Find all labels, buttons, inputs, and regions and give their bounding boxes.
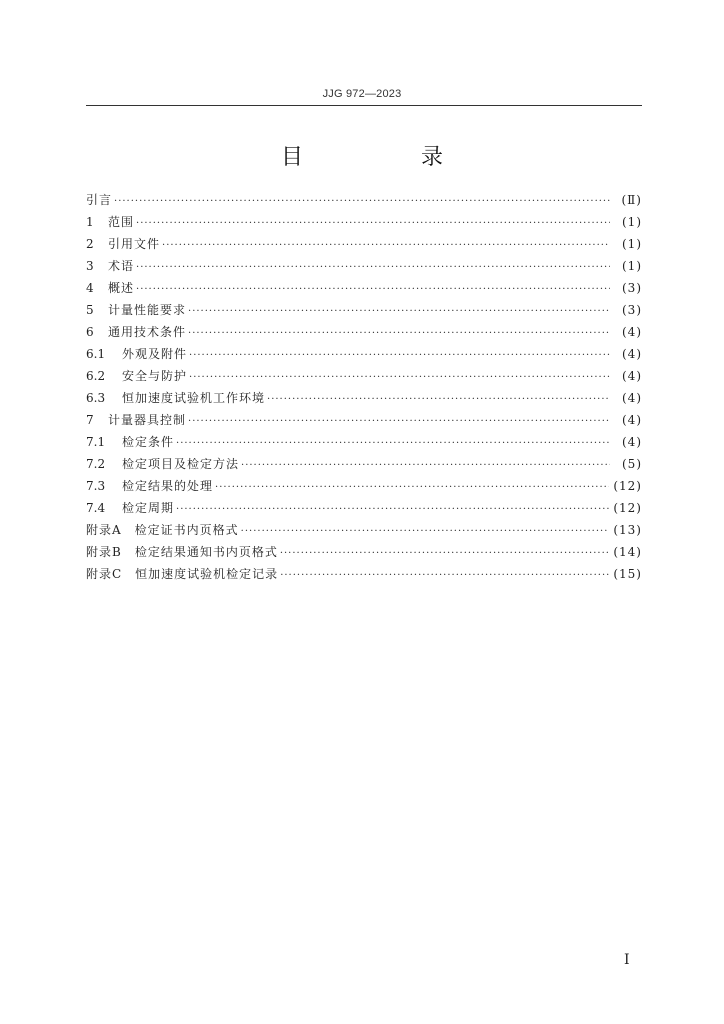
dot-leader (136, 213, 610, 235)
toc-entry-7-1[interactable] (86, 431, 642, 453)
toc-entry-page: (1) (622, 237, 642, 251)
dot-leader (188, 323, 610, 345)
toc-entry-page: (15) (613, 567, 642, 581)
toc-entry-label (86, 497, 174, 519)
dot-leader (114, 191, 610, 213)
toc-entry-page: (13) (613, 523, 642, 537)
toc-entry-text: 概述 (108, 281, 135, 295)
toc-entry-number: 3 (86, 259, 94, 273)
toc-entry-text: 附录A 检定证书内页格式 (86, 523, 239, 537)
toc-entry-page: (Ⅱ) (621, 193, 642, 207)
toc-entry-text: 检定结果的处理 (122, 479, 214, 493)
toc-entry-text: 范围 (108, 215, 135, 229)
toc-entry-text: 引言 (86, 193, 113, 207)
toc-entry-page: (3) (622, 281, 642, 295)
toc-entry-number: 1 (86, 215, 94, 229)
dot-leader (176, 433, 610, 455)
toc-entry-appendix-b[interactable] (86, 541, 642, 563)
toc-entry-6[interactable] (86, 321, 642, 343)
toc-entry-page: (4) (622, 325, 642, 339)
toc-entry-7-2[interactable] (86, 453, 642, 475)
toc-entry-text: 检定周期 (122, 501, 175, 515)
toc-entry-label (86, 189, 112, 211)
toc-entry-number: 5 (86, 303, 94, 317)
dot-leader (176, 499, 609, 521)
toc-entry-4[interactable] (86, 277, 642, 299)
toc-entry-appendix-a[interactable] (86, 519, 642, 541)
toc-entry-page: (4) (622, 369, 642, 383)
toc-entry-page: (1) (622, 259, 642, 273)
toc-entry-appendix-c[interactable] (86, 563, 642, 585)
toc-entry-text: 引用文件 (108, 237, 161, 251)
table-of-contents (86, 189, 642, 585)
dot-leader (215, 477, 609, 499)
toc-entry-3[interactable] (86, 255, 642, 277)
standard-code-header: JJG 972—2023 (322, 88, 402, 100)
toc-entry-1[interactable] (86, 211, 642, 233)
toc-entry-label (86, 233, 160, 255)
toc-entry-label (86, 299, 186, 321)
toc-entry-label (86, 365, 187, 387)
toc-entry-label (86, 519, 239, 541)
toc-entry-text: 附录B 检定结果通知书内页格式 (86, 545, 278, 559)
toc-entry-page: (14) (613, 545, 642, 559)
page-title: 目 录 (280, 145, 491, 170)
toc-entry-number: 6 (86, 325, 94, 339)
page-number: I (624, 952, 630, 968)
toc-entry-text: 计量器具控制 (108, 413, 187, 427)
toc-entry-number: 7.1 (86, 435, 106, 449)
toc-entry-number: 7.2 (86, 457, 106, 471)
toc-entry-7-3[interactable] (86, 475, 642, 497)
toc-entry-label (86, 255, 134, 277)
toc-entry-text: 安全与防护 (122, 369, 188, 383)
toc-entry-label (86, 343, 187, 365)
toc-entry-6-2[interactable] (86, 365, 642, 387)
toc-entry-number: 6.3 (86, 391, 106, 405)
toc-entry-label (86, 321, 186, 343)
dot-leader (136, 257, 610, 279)
toc-entry-label (86, 431, 174, 453)
toc-entry-page: (4) (622, 435, 642, 449)
toc-entry-2[interactable] (86, 233, 642, 255)
toc-entry-number: 7.4 (86, 501, 106, 515)
toc-entry-number: 6.1 (86, 347, 106, 361)
dot-leader (280, 543, 610, 565)
toc-entry-page: (4) (622, 413, 642, 427)
dot-leader (162, 235, 610, 257)
toc-entry-text: 通用技术条件 (108, 325, 187, 339)
header-rule (86, 105, 642, 106)
toc-entry-label (86, 475, 213, 497)
toc-entry-text: 恒加速度试验机工作环境 (122, 391, 266, 405)
toc-entry-label (86, 453, 239, 475)
toc-entry-page: (3) (622, 303, 642, 317)
toc-entry-text: 外观及附件 (122, 347, 188, 361)
toc-entry-label (86, 563, 278, 585)
dot-leader (188, 301, 610, 323)
toc-entry-page: (1) (622, 215, 642, 229)
dot-leader (136, 279, 610, 301)
dot-leader (280, 565, 609, 587)
toc-entry-7[interactable] (86, 409, 642, 431)
toc-entry-number: 7 (86, 413, 94, 427)
toc-entry-page: (12) (613, 501, 642, 515)
toc-entry-label (86, 211, 134, 233)
dot-leader (241, 455, 610, 477)
toc-entry-6-1[interactable] (86, 343, 642, 365)
toc-entry-label (86, 387, 265, 409)
toc-entry-page: (12) (613, 479, 642, 493)
toc-entry-5[interactable] (86, 299, 642, 321)
toc-entry-text: 术语 (108, 259, 135, 273)
toc-entry-text: 附录C 恒加速度试验机检定记录 (86, 567, 279, 581)
dot-leader (189, 367, 610, 389)
dot-leader (188, 411, 610, 433)
toc-entry-text: 检定项目及检定方法 (122, 457, 240, 471)
toc-entry-introduction[interactable] (86, 189, 642, 211)
toc-entry-6-3[interactable] (86, 387, 642, 409)
dot-leader (267, 389, 610, 411)
toc-entry-number: 4 (86, 281, 94, 295)
toc-entry-number: 6.2 (86, 369, 106, 383)
toc-entry-label (86, 541, 278, 563)
toc-entry-page: (4) (622, 347, 642, 361)
toc-entry-number: 2 (86, 237, 94, 251)
toc-entry-text: 检定条件 (122, 435, 175, 449)
toc-entry-label (86, 409, 186, 431)
dot-leader (189, 345, 610, 367)
toc-entry-label (86, 277, 134, 299)
toc-entry-7-4[interactable] (86, 497, 642, 519)
dot-leader (241, 521, 610, 543)
toc-entry-number: 7.3 (86, 479, 106, 493)
toc-entry-text: 计量性能要求 (108, 303, 187, 317)
toc-entry-page: (5) (622, 457, 642, 471)
toc-entry-page: (4) (622, 391, 642, 405)
